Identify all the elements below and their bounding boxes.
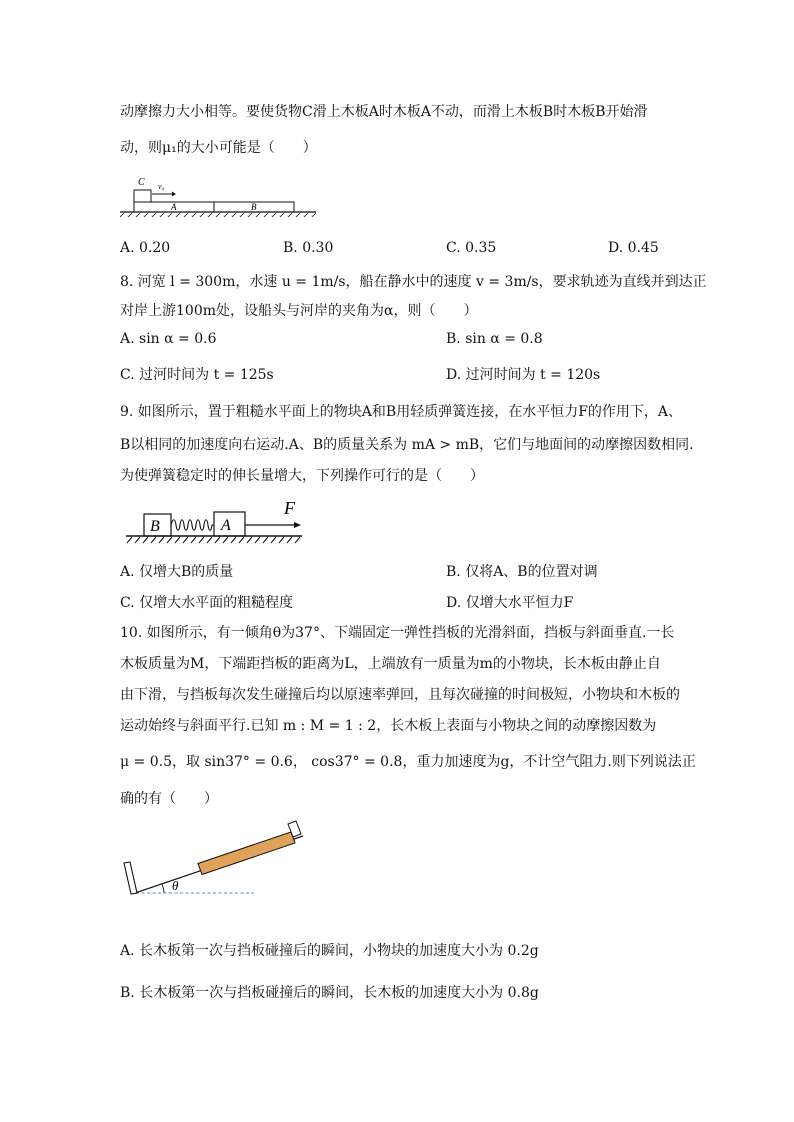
q8-option-d[interactable]: D. 过河时间为 t = 120s xyxy=(446,367,601,383)
q10-option-a[interactable]: A. 长木板第一次与挡板碰撞后的瞬间，小物块的加速度大小为 0.2g xyxy=(120,943,539,959)
long-board xyxy=(198,832,295,875)
q8-option-c[interactable]: C. 过河时间为 t = 125s xyxy=(120,367,274,383)
label-b: B xyxy=(251,202,257,212)
q10-stem-line5: μ = 0.5，取 sin37° = 0.6， cos37° = 0.8，重力加速度为g，不计空气阻力.则下列说法正 xyxy=(120,754,696,770)
q7-stem-line1: 动摩擦力大小相等。要使货物C滑上木板A时木板A不动，而滑上木板B时木板B开始滑 xyxy=(120,104,648,120)
q7-option-b[interactable]: B. 0.30 xyxy=(283,240,334,256)
q9-stem-line2: B以相同的加速度向右运动.A、B的质量关系为 mA > mB，它们与地面间的动摩擦因数相同. xyxy=(120,437,694,453)
label-f: F xyxy=(284,498,295,518)
q9-option-c[interactable]: C. 仅增大水平面的粗糙程度 xyxy=(120,595,294,611)
q7-stem-line2: 动，则μ₁的大小可能是（ ） xyxy=(120,140,317,156)
q10-stem-line6: 确的有（ ） xyxy=(120,791,218,807)
angle-arc xyxy=(162,884,164,893)
q7-option-d[interactable]: D. 0.45 xyxy=(608,240,659,256)
label-v0: v₀ xyxy=(158,182,165,191)
label-a: A xyxy=(221,517,231,534)
q8-option-b[interactable]: B. sin α = 0.8 xyxy=(446,331,543,347)
q9-option-b[interactable]: B. 仅将A、B的位置对调 xyxy=(446,564,598,580)
q10-stem-line1: 10. 如图所示，有一倾角θ为37°、下端固定一弹性挡板的光滑斜面，挡板与斜面垂直.一长 xyxy=(120,625,675,641)
q10-stem-line4: 运动始终与斜面平行.已知 m : M = 1 : 2，长木板上表面与小物块之间的动摩擦因数为 xyxy=(120,718,657,734)
cargo-c xyxy=(134,190,151,202)
q8-option-a[interactable]: A. sin α = 0.6 xyxy=(120,331,217,347)
q9-option-d[interactable]: D. 仅增大水平恒力F xyxy=(446,595,574,611)
q9-stem-line3: 为使弹簧稳定时的伸长量增大，下列操作可行的是（ ） xyxy=(120,468,484,484)
label-a: A xyxy=(171,202,177,212)
q10-stem-line3: 由下滑，与挡板每次发生碰撞后均以原速率弹回，且每次碰撞的时间极短，小物块和木板的 xyxy=(120,687,680,703)
label-b: B xyxy=(150,518,160,535)
q9-figure xyxy=(124,498,306,548)
q8-stem-line2: 对岸上游100m处，设船头与河岸的夹角为α，则（ ） xyxy=(120,303,478,319)
q9-stem-line1: 9. 如图所示，置于粗糙水平面上的物块A和B用轻质弹簧连接，在水平恒力F的作用下，A、 xyxy=(120,404,683,420)
q7-option-c[interactable]: C. 0.35 xyxy=(446,240,497,256)
q7-option-a[interactable]: A. 0.20 xyxy=(120,240,171,256)
q9-option-a[interactable]: A. 仅增大B的质量 xyxy=(120,564,234,580)
q10-figure xyxy=(118,812,318,900)
q8-stem-line1: 8. 河宽 l = 300m，水速 u = 1m/s，船在静水中的速度 v = 3m/s，要求轨迹为直线并到达正 xyxy=(120,274,707,290)
q7-figure xyxy=(118,170,318,218)
q10-option-b[interactable]: B. 长木板第一次与挡板碰撞后的瞬间，长木板的加速度大小为 0.8g xyxy=(120,985,539,1001)
label-c: C xyxy=(138,177,145,188)
baffle xyxy=(124,862,137,894)
label-theta: θ xyxy=(172,878,179,893)
q10-stem-line2: 木板质量为M，下端距挡板的距离为L，上端放有一质量为m的小物块，长木板由静止自 xyxy=(120,656,661,672)
spring xyxy=(171,520,214,531)
